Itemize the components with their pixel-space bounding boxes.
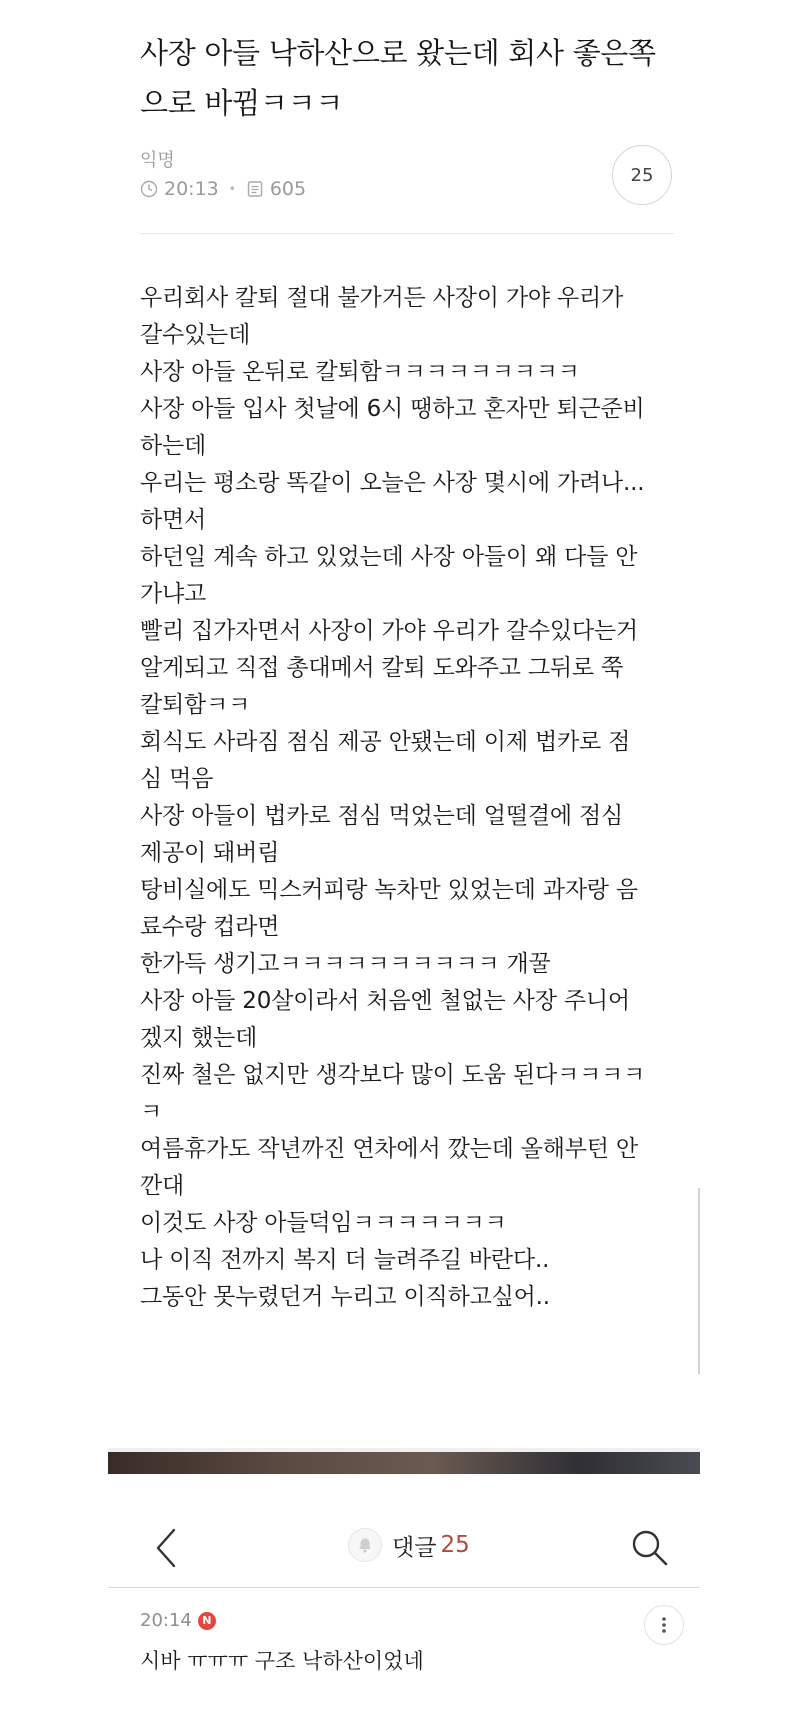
- comment-count: 25: [440, 1532, 470, 1558]
- body-line: 그동안 못누렸던거 누리고 이직하고싶어..: [140, 1284, 550, 1310]
- body-line: 칼퇴함ㅋㅋ: [140, 692, 251, 718]
- post-title-line: 으로 바뀜ㅋㅋㅋ: [140, 86, 343, 120]
- body-line: 제공이 돼버림: [140, 840, 280, 866]
- header-divider: [140, 233, 674, 234]
- vertical-dots-glyph: [661, 1616, 667, 1634]
- body-line: ㅋ: [140, 1099, 163, 1125]
- body-line: 이것도 사장 아들덕임ㅋㅋㅋㅋㅋㅋㅋ: [140, 1210, 507, 1236]
- body-line: 진짜 철은 없지만 생각보다 많이 도움 된다ㅋㅋㅋㅋ: [140, 1062, 646, 1088]
- body-line: 사장 아들 20살이라서 처음엔 철없는 사장 주니어: [140, 988, 630, 1014]
- body-line: 회식도 사라짐 점심 제공 안됐는데 이제 법카로 점: [140, 729, 631, 755]
- body-line: 우리회사 칼퇴 절대 불가거든 사장이 가야 우리가: [140, 285, 624, 311]
- body-line: 심 먹음: [140, 766, 214, 792]
- body-line: 빨리 집가자면서 사장이 가야 우리가 갈수있다는거: [140, 618, 638, 644]
- body-line: 겠지 했는데: [140, 1025, 258, 1051]
- meta-separator: •: [228, 182, 236, 196]
- bottom-toolbar: [108, 1510, 700, 1586]
- body-line: 알게되고 직접 총대메서 칼퇴 도와주고 그뒤로 쭉: [140, 655, 624, 681]
- body-line: 여름휴가도 작년까진 연차에서 깠는데 올해부턴 안: [140, 1136, 638, 1162]
- post-time: 20:13: [164, 178, 219, 200]
- post-image-preview: [108, 1452, 700, 1474]
- body-line: 갈수있는데: [140, 322, 251, 348]
- body-line: 사장 아들이 법카로 점심 먹었는데 얼떨결에 점심: [140, 803, 624, 829]
- body-line: 사장 아들 온뒤로 칼퇴함ㅋㅋㅋㅋㅋㅋㅋㅋㅋ: [140, 359, 580, 385]
- comment-count-button[interactable]: 25: [612, 145, 672, 205]
- post-title: [140, 28, 680, 128]
- post-author: 익명: [140, 150, 175, 171]
- body-line: 깐대: [140, 1173, 185, 1199]
- new-badge: N: [198, 1612, 216, 1630]
- body-line: 한가득 생기고ㅋㅋㅋㅋㅋㅋㅋㅋㅋㅋ 개꿀: [140, 951, 551, 977]
- views-icon: [246, 180, 264, 198]
- comment-meta: [140, 1610, 700, 1631]
- post-views: 605: [269, 178, 307, 200]
- body-line: 가냐고: [140, 581, 207, 607]
- comment-item: [140, 1610, 700, 1675]
- body-line: 나 이직 전까지 복지 더 늘려주길 바란다..: [140, 1247, 550, 1273]
- more-options-icon[interactable]: [644, 1605, 684, 1645]
- comment-label: 댓글: [392, 1534, 437, 1561]
- back-arrow-icon[interactable]: [148, 1524, 184, 1572]
- body-line: 하던일 계속 하고 있었는데 사장 아들이 왜 다들 안: [140, 544, 638, 570]
- comment-text: 시바 ㅠㅠㅠ 구조 낙하산이었네: [140, 1649, 424, 1673]
- toolbar-divider: [108, 1587, 700, 1588]
- comment-toggle[interactable]: [348, 1528, 470, 1562]
- body-line: 우리는 평소랑 똑같이 오늘은 사장 몇시에 가려나...: [140, 470, 645, 496]
- post-meta: [140, 178, 306, 200]
- body-line: 료수랑 컵라면: [140, 914, 280, 940]
- comment-time: 20:14: [140, 1610, 192, 1631]
- search-icon[interactable]: [628, 1526, 672, 1570]
- bell-glyph: [356, 1536, 374, 1554]
- body-line: 사장 아들 입사 첫날에 6시 땡하고 혼자만 퇴근준비: [140, 396, 645, 422]
- clock-icon: [140, 180, 158, 198]
- bell-icon[interactable]: [348, 1528, 382, 1562]
- post-body: [140, 280, 680, 1316]
- body-line: 하면서: [140, 507, 207, 533]
- body-line: 탕비실에도 믹스커피랑 녹차만 있었는데 과자랑 음: [140, 877, 638, 903]
- post-header: [140, 28, 680, 128]
- post-title-line: 사장 아들 낙하산으로 왔는데 회사 좋은쪽: [140, 36, 656, 70]
- body-line: 하는데: [140, 433, 207, 459]
- scrollbar[interactable]: [698, 1188, 700, 1374]
